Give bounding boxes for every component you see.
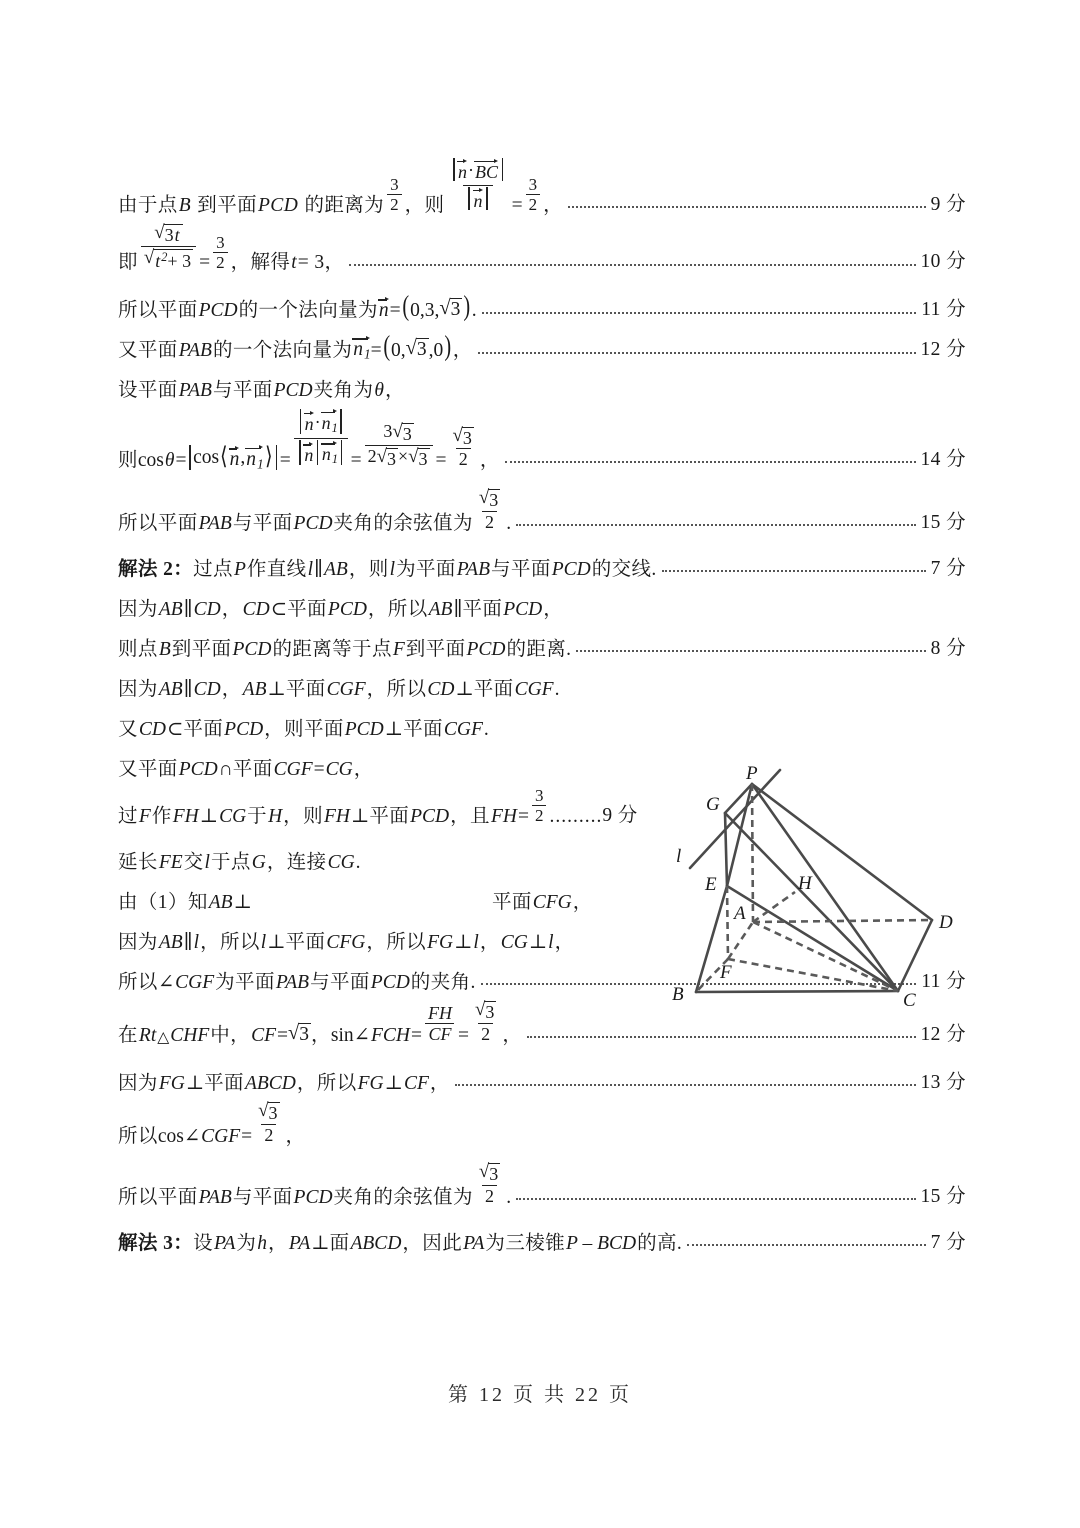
rhs-fraction: $\frac{3}{2}$ bbox=[526, 176, 541, 213]
method3-label: 解法 3： bbox=[118, 1232, 194, 1254]
solution-line-14pts: 则 cos θ = cos ⟨ n , $n_1$ ⟩ = n · $n_1$ n $n_1$ = 3 √ 3 2 √ 3 × √ 3 = √ 3 2 ， 14 分 bbox=[118, 411, 966, 471]
score-mark: 7 分 bbox=[930, 1231, 966, 1253]
edge-DC bbox=[898, 920, 932, 991]
leader-dots bbox=[478, 351, 916, 354]
score-mark: 11 分 bbox=[921, 299, 966, 321]
leader-dots bbox=[455, 1083, 916, 1086]
leader-dots bbox=[527, 1035, 915, 1038]
solution-line-12pts-method2: 在 Rt △ CHF 中， CF = √ 3 ， sin ∠ FCH = $\frac{FH}{CF}$ = √ 3 2 ， 12 分 bbox=[118, 999, 966, 1046]
distance-fraction: $\frac{3}{2}$ bbox=[387, 176, 402, 213]
paren-close: ) bbox=[463, 290, 471, 322]
normal-vector-n: n bbox=[378, 296, 390, 321]
edge-AC-dashed bbox=[753, 922, 898, 991]
score-mark: 15 分 bbox=[920, 511, 966, 533]
fh-fraction: $\frac{3}{2}$ bbox=[532, 787, 547, 824]
leader-dots bbox=[687, 1243, 926, 1246]
t-equation-fraction: √ 3t √ $t^2+ 3$ bbox=[141, 223, 196, 271]
leader-dots bbox=[349, 263, 915, 266]
edge-BC bbox=[696, 991, 898, 992]
solution-line-parallel: 因为 AB ∥ CD ， CD ⊂ 平面 PCD ，所以 AB ∥ 平面 PCD ， bbox=[118, 598, 564, 620]
cos-value-fraction: 3 √ 3 2 √ 3 × √ 3 bbox=[365, 422, 433, 469]
three-halves: $\frac{3}{2}$ bbox=[213, 234, 228, 271]
short-leader: ......... bbox=[549, 805, 603, 827]
line1-text: 由于点B 到平面PCD 的距离为 bbox=[118, 194, 385, 216]
sqrt3-over-2: √ 3 2 bbox=[452, 424, 472, 470]
solution-line-plane-perp: 又 CD ⊂ 平面 PCD ，则平面 PCD ⊥ 平面 CGF . bbox=[118, 718, 489, 740]
score-mark: 10 分 bbox=[920, 251, 966, 273]
label-P: P bbox=[746, 763, 758, 784]
solution-line-15pts-method2: 所以平面 PAB 与平面 PCD 夹角的余弦值为 √ 3 2 . 15 分 bbox=[118, 1161, 966, 1208]
solution-line-11pts-method2: 所以 ∠ CGF 为平面 PAB 与平面 PCD 的夹角. 11 分 bbox=[118, 970, 966, 993]
edge-EF-dashed bbox=[727, 886, 728, 959]
abs-cos-group: cos ⟨ n , $n_1$ ⟩ bbox=[187, 445, 280, 471]
geometry-figure bbox=[662, 762, 992, 1020]
edge-AD-dashed bbox=[753, 920, 932, 922]
label-C: C bbox=[903, 990, 916, 1011]
normal-vector-n1: $n_1$ bbox=[352, 335, 370, 361]
solution-line-perp-chain: 因为 AB ∥ l ，所以 l ⊥ 平面 CFG ，所以 FG ⊥ l ， CG ⊥ l ， bbox=[118, 931, 575, 953]
score-mark: 14 分 bbox=[920, 448, 966, 470]
leader-dots bbox=[516, 523, 915, 526]
solution-line-8pts: 则点 B 到平面 PCD 的距离等于点 F 到平面 PCD 的距离. 8 分 bbox=[118, 637, 966, 660]
label-A: A bbox=[734, 903, 746, 924]
solution-line-9pts-method2: 过 F 作 FH ⊥ CG 于 H ，则 FH ⊥ 平面 PCD ，且 FH = $\frac{3}{2}$ ......... 9 分 bbox=[118, 786, 638, 827]
method3-heading-line: 解法 3： 设 PA 为 h ， PA ⊥ 面 ABCD ，因此 PA 为三棱锥 P – BCD 的高. 7 分 bbox=[118, 1231, 966, 1254]
leader-dots bbox=[482, 311, 917, 314]
method2-label: 解法 2： bbox=[118, 558, 194, 580]
score-mark: 13 分 bbox=[920, 1071, 966, 1093]
solution-line-intersection: 又平面 PCD ∩ 平面 CGF = CG ， bbox=[118, 758, 374, 780]
score-mark: 9 分 bbox=[602, 804, 638, 826]
leader-dots bbox=[568, 205, 926, 208]
edge-PD bbox=[752, 784, 932, 920]
label-F: F bbox=[720, 962, 732, 983]
answer-fraction: √ 3 2 bbox=[478, 487, 499, 533]
sin-value-fraction: √ 3 2 bbox=[474, 999, 495, 1045]
label-l: l bbox=[676, 846, 682, 867]
score-mark: 12 分 bbox=[920, 1023, 966, 1045]
label-H: H bbox=[798, 873, 812, 894]
paren-open: ( bbox=[401, 290, 409, 322]
solution-line-15pts-method1: 所以平面 PAB 与平面 PCD 夹角的余弦值为 √ 3 2 . 15 分 bbox=[118, 487, 966, 534]
solution-line-11pts: 所以平面 PCD 的一个法向量为 n = ( 0,3, √ 3 ) . 11 分 bbox=[118, 290, 966, 322]
score-mark: 12 分 bbox=[920, 339, 966, 361]
solution-line-13pts: 因为 FG ⊥ 平面 ABCD ，所以 FG ⊥ CF ， 13 分 bbox=[118, 1071, 966, 1094]
score-mark: 11 分 bbox=[921, 970, 966, 992]
solution-line-perp-cgf: 因为 AB ∥ CD ， AB ⊥ 平面 CGF ，所以 CD ⊥ 平面 CGF . bbox=[118, 678, 560, 700]
score-mark: 15 分 bbox=[920, 1185, 966, 1207]
edge-PC bbox=[752, 784, 898, 991]
final-answer-fraction: √ 3 2 bbox=[478, 1161, 499, 1207]
label-B: B bbox=[672, 984, 684, 1005]
edge-FA-dashed bbox=[728, 922, 753, 959]
solution-line-9pts: 由于点B 到平面PCD 的距离为 $\frac{3}{2}$ ，则 n · BC n = $\frac{3}{2}$ ， 9 分 bbox=[118, 159, 966, 216]
fh-cf-fraction: $\frac{FH}{CF}$ bbox=[425, 1004, 455, 1043]
cos-cgf-fraction: √ 3 2 bbox=[258, 1100, 278, 1146]
score-mark: 8 分 bbox=[930, 637, 966, 659]
method2-heading-line: 解法 2： 过点 P 作直线 l ∥ AB ，则 l 为平面 PAB 与平面 PCD 的交线. 7 分 bbox=[118, 557, 966, 580]
solution-body bbox=[118, 160, 966, 1263]
leader-dots bbox=[516, 1197, 915, 1200]
page-footer: 第 12 页 共 22 页 bbox=[448, 1384, 632, 1406]
solution-line-12pts: 又平面 PAB 的一个法向量为 $n_1$ = ( 0, √ 3 ,0 ) ， 12 分 bbox=[118, 330, 966, 362]
cos-formula-fraction: n · $n_1$ n $n_1$ bbox=[294, 409, 348, 469]
label-G: G bbox=[706, 794, 720, 815]
score-mark: 7 分 bbox=[930, 557, 966, 579]
solution-line-10pts: 即 √ 3t √ $t^2+ 3$ = $\frac{3}{2}$ ，解得 t = 3， 10 分 bbox=[118, 222, 966, 274]
solution-line-cos-cgf: 所以 cos ∠ CGF = √ 3 2 ， bbox=[118, 1100, 306, 1147]
label-D: D bbox=[939, 912, 953, 933]
leader-dots bbox=[505, 460, 916, 463]
leader-dots bbox=[576, 649, 925, 652]
score-mark: 9 分 bbox=[930, 193, 966, 215]
label-E: E bbox=[705, 874, 717, 895]
figure-svg bbox=[662, 762, 992, 1020]
solution-line-set-theta: 设平面 PAB 与平面 PCD 夹角为 θ ， bbox=[118, 380, 405, 402]
edge-GE bbox=[725, 813, 727, 886]
leader-dots bbox=[662, 569, 926, 572]
solution-line-extend-fe: 延长 FE 交 l 于点 G ，连接 CG . bbox=[118, 851, 361, 873]
normal-projection-fraction: n · BC n bbox=[447, 158, 508, 213]
solution-line-from-part1: 由（1）知 AB ⊥ 平面 CFG ， bbox=[118, 891, 593, 913]
